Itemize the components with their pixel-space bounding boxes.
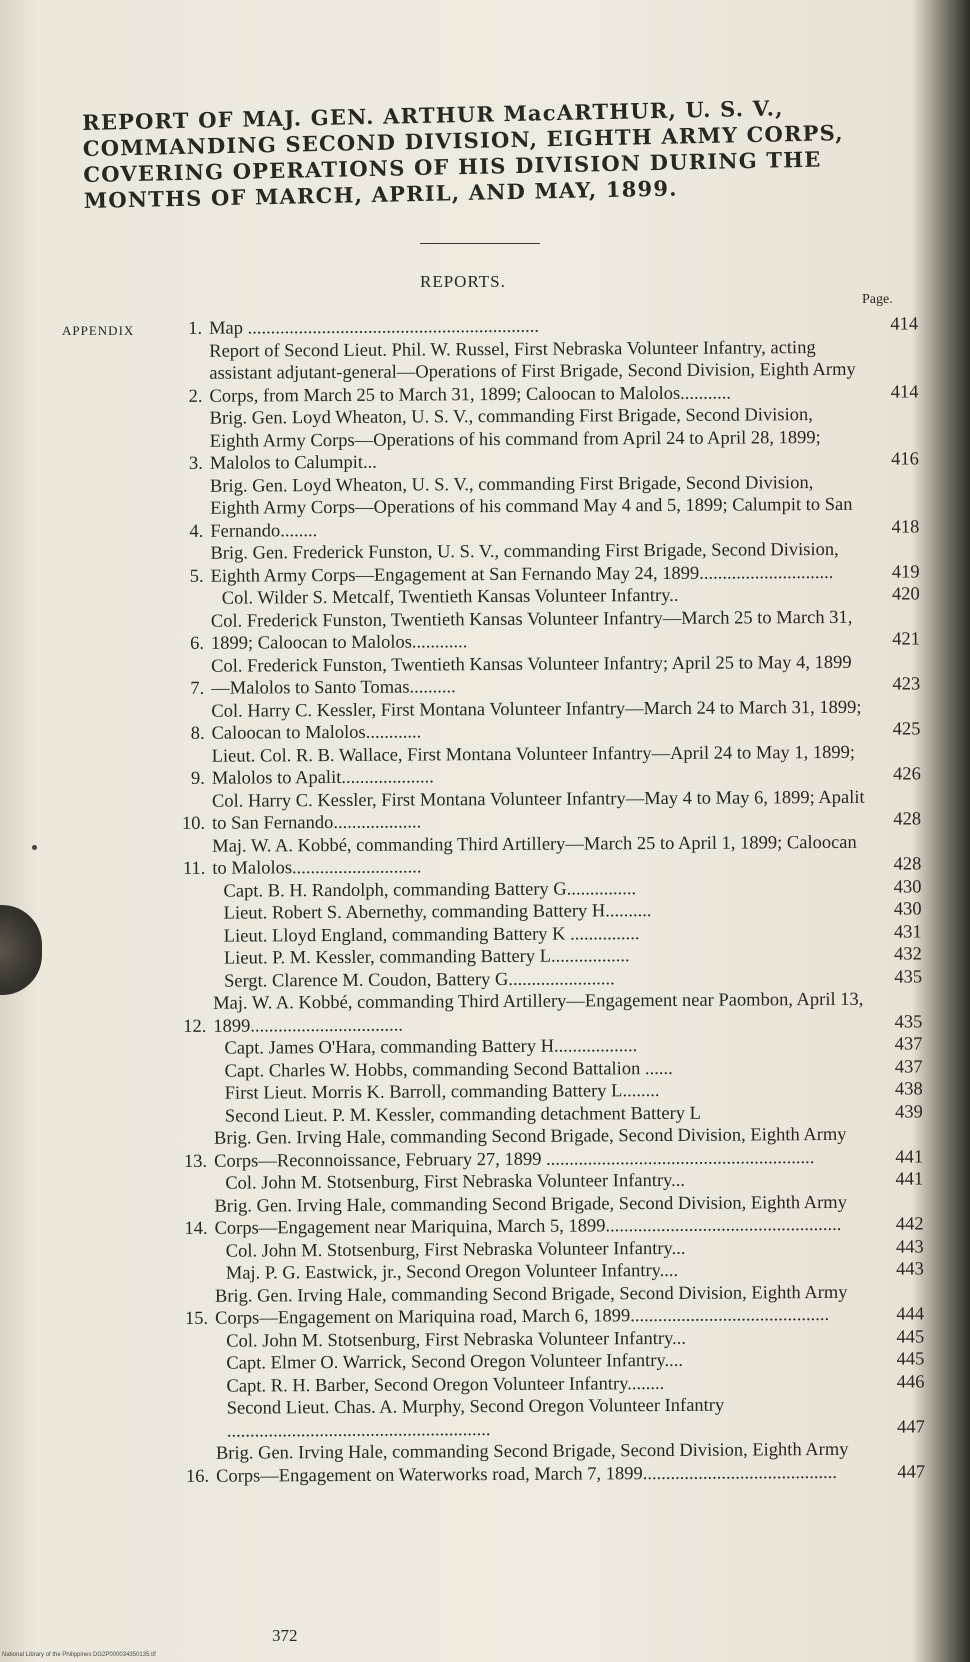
toc-entry-text: Capt. Elmer O. Warrick, Second Oregon Volunteer Infantry....	[226, 1350, 684, 1374]
toc-entry-page: 416	[891, 449, 919, 470]
toc-entry-page: 446	[896, 1371, 925, 1393]
toc-entry-number: 16.	[185, 1466, 210, 1487]
toc-entry-text: Capt. B. H. Randolph, commanding Battery G...............	[223, 878, 637, 902]
toc-entry-text: Col. Frederick Funston, Twentieth Kansas Volunteer Infantry; April 25 to May 4, 1899—Malolos to Santo Tomas..........	[211, 652, 852, 699]
toc-entry	[173, 741, 921, 791]
ink-speck	[32, 845, 37, 850]
toc-entry-page: 430	[893, 876, 922, 898]
toc-entry-page: 443	[895, 1236, 924, 1258]
toc-entry-number: 3.	[188, 453, 203, 474]
toc-entry-text: Second Lieut. Chas. A. Murphy, Second Oregon Volunteer Infantry .........................................................	[226, 1395, 725, 1442]
toc-entry-page: 426	[892, 764, 921, 785]
toc-entry-page: 435	[894, 966, 923, 988]
toc-entry-page: 419	[891, 561, 920, 583]
toc-entry-text: Col. Wilder S. Metcalf, Twentieth Kansas Volunteer Infantry..	[221, 585, 679, 609]
toc-entry-text: Lieut. Robert S. Abernethy, commanding Battery H..........	[223, 901, 652, 924]
toc-entry-page: 437	[894, 1034, 923, 1055]
toc-entry	[171, 471, 919, 543]
toc-entry-page: 444	[896, 1304, 925, 1325]
toc-entry-number: 14.	[184, 1218, 208, 1239]
toc-entry-page: 442	[895, 1214, 924, 1235]
toc-entry-text: Report of Second Lieut. Phil. W. Russel, First Nebraska Volunteer Infantry, acting assistant adjutant-general—Operations of First Brigade, Second Division, Eighth Army Corps, from March 25 to March 31, 1899; Caloocan to Malolos...........	[209, 337, 856, 407]
toc-entry	[171, 538, 919, 588]
toc-entry-text: Map ...............................................................	[209, 316, 540, 339]
toc-entry-page: 431	[893, 921, 922, 943]
toc-entry-text: Capt. James O'Hara, commanding Battery H..................	[224, 1036, 638, 1059]
toc-entry-text: Lieut. Lloyd England, commanding Battery K ...............	[223, 923, 640, 947]
toc-entry-page: 418	[891, 516, 920, 538]
toc-entry	[173, 831, 921, 881]
toc-entry-text: Col. Harry C. Kessler, First Montana Volunteer Infantry—March 24 to March 31, 1899; Caloocan to Malolos............	[211, 697, 862, 744]
page-column-heading: Page.	[862, 292, 893, 307]
toc-entry	[176, 1281, 924, 1331]
toc-entry	[177, 1393, 925, 1443]
toc-entry-number: 9.	[190, 768, 205, 789]
toc-entry-text: Maj. W. A. Kobbé, commanding Third Artillery—March 25 to April 1, 1899; Caloocan to Malolos............................	[212, 832, 857, 879]
toc-entry-page: 441	[895, 1146, 924, 1168]
toc-entry-text: Sergt. Clarence M. Coudon, Battery G.......................	[223, 968, 615, 992]
toc-entry	[172, 606, 920, 656]
toc-entry	[177, 1438, 925, 1488]
toc-entry-number: 2.	[188, 386, 203, 407]
toc-entry-page: 445	[896, 1326, 925, 1348]
toc-entry-page: 428	[893, 809, 922, 830]
toc-entry-text: Capt. Charles W. Hobbs, commanding Second Battalion ......	[224, 1058, 673, 1082]
page-number: 372	[272, 1626, 298, 1645]
toc-entry-text: Lieut. P. M. Kessler, commanding Battery L.................	[223, 946, 630, 969]
toc-entry-number: 13.	[183, 1151, 208, 1172]
toc-entry-text: Col. John M. Stotsenburg, First Nebraska Volunteer Infantry...	[225, 1238, 686, 1262]
toc-entry-number: 10.	[181, 813, 206, 834]
toc-entry-text: First Lieut. Morris K. Barroll, commanding Battery L........	[224, 1081, 660, 1104]
reports-heading: REPORTS.	[420, 272, 506, 291]
toc-entry-page: 445	[896, 1349, 925, 1370]
toc-entry-text: Col. John M. Stotsenburg, First Nebraska Volunteer Infantry...	[225, 1170, 686, 1194]
toc-entry-number: 11.	[182, 858, 206, 879]
toc-entry-page: 414	[890, 381, 919, 403]
toc-entry-text: Capt. R. H. Barber, Second Oregon Volunteer Infantry........	[226, 1373, 665, 1397]
toc-entry-text: Col. John M. Stotsenburg, First Nebraska Volunteer Infantry...	[226, 1328, 687, 1352]
title-rule	[420, 243, 540, 244]
toc-entry-page: 447	[897, 1461, 926, 1483]
toc-entry-text: Second Lieut. P. M. Kessler, commanding detachment Battery L	[224, 1103, 701, 1127]
toc-entry	[171, 403, 919, 475]
toc-entry-number: 5.	[189, 566, 204, 587]
toc-entry	[172, 651, 920, 701]
toc-entry-text: Brig. Gen. Loyd Wheaton, U. S. V., commanding First Brigade, Second Division, Eighth Army Corps—Operations of his command May 4 and 5, 1899; Calumpit to San Fernando........	[209, 472, 853, 542]
toc-entry-page: 425	[892, 719, 921, 740]
toc-entry-page: 430	[893, 899, 922, 920]
scan-credit: National Library of the Philippines DG2P000034350135.tif	[2, 1652, 156, 1658]
toc-entry-page: 421	[892, 629, 921, 650]
report-title: REPORT OF MAJ. GEN. ARTHUR MacARTHUR, U. S. V., COMMANDING SECOND DIVISION, EIGHTH ARMY CORPS, COVERING OPERATIONS OF HIS DIVISION DURING THE MONTHS OF MARCH, APRIL, AND MAY, 1899.	[82, 95, 845, 213]
appendix-label: APPENDIX	[62, 323, 135, 338]
toc-entry	[173, 786, 921, 836]
toc-entry-page: 414	[890, 314, 919, 335]
toc-entry-text: Col. Frederick Funston, Twentieth Kansas Volunteer Infantry—March 25 to March 31, 1899; Caloocan to Malolos............	[210, 607, 853, 654]
toc-entry-text: Brig. Gen. Irving Hale, commanding Second Brigade, Second Division, Eighth Army Corps—Reconnoissance, February 27, 1899 ..........................................................	[213, 1124, 847, 1172]
toc-entry	[175, 1123, 923, 1173]
table-of-contents	[170, 313, 925, 1488]
toc-entry-text: Brig. Gen. Loyd Wheaton, U. S. V., commanding First Brigade, Second Division, Eighth Army Corps—Operations of his command from April 24 to April 28, 1899; Malolos to Calumpit...	[209, 405, 821, 474]
toc-entry	[174, 988, 922, 1038]
toc-entry-text: Maj. P. G. Eastwick, jr., Second Oregon Volunteer Infantry....	[225, 1260, 679, 1284]
toc-entry-page: 439	[895, 1101, 923, 1123]
toc-entry-number: 15.	[184, 1308, 209, 1329]
toc-entry	[170, 336, 918, 408]
toc-entry-number: 8.	[190, 723, 205, 744]
toc-entry-page: 441	[895, 1169, 924, 1190]
toc-entry	[172, 696, 920, 746]
toc-entry-page: 428	[893, 854, 922, 875]
toc-entry-text: Maj. W. A. Kobbé, commanding Third Artillery—Engagement near Paombon, April 13, 1899.................................	[213, 989, 864, 1037]
toc-entry-page: 438	[894, 1079, 923, 1100]
toc-entry-text: Brig. Gen. Irving Hale, commanding Second Brigade, Second Division, Eighth Army Corps—Engagement on Waterworks road, March 7, 1899..........................................	[215, 1439, 849, 1487]
toc-entry-number: 6.	[190, 633, 205, 654]
toc-entry-page: 437	[894, 1056, 923, 1078]
thumb-shadow	[0, 905, 42, 995]
toc-entry-page: 443	[896, 1259, 924, 1280]
toc-entry-text: Brig. Gen. Irving Hale, commanding Second Brigade, Second Division, Eighth Army Corps—Engagement on Mariquina road, March 6, 1899...........................................	[214, 1282, 848, 1329]
toc-entry-page: 420	[891, 584, 920, 605]
toc-entry-page: 435	[894, 1011, 923, 1033]
toc-entry-page: 423	[892, 674, 921, 695]
toc-entry-page: 447	[896, 1416, 925, 1438]
toc-entry-text: Brig. Gen. Irving Hale, commanding Second Brigade, Second Division, Eighth Army Corps—Engagement near Mariquina, March 5, 1899...................................................	[214, 1192, 847, 1239]
toc-entry-page: 432	[894, 944, 922, 965]
toc-entry-number: 1.	[188, 318, 203, 339]
toc-entry-number: 12.	[183, 1016, 207, 1037]
toc-entry-text: Lieut. Col. R. B. Wallace, First Montana Volunteer Infantry—April 24 to May 1, 1899; Malolos to Apalit....................	[211, 742, 856, 789]
toc-entry-number: 7.	[190, 678, 205, 699]
toc-entry-text: Brig. Gen. Frederick Funston, U. S. V., commanding First Brigade, Second Division, Eighth Army Corps—Engagement at San Fernando May 24, 1899.............................	[210, 539, 839, 587]
toc-entry	[175, 1191, 923, 1241]
toc-entry-text: Col. Harry C. Kessler, First Montana Volunteer Infantry—May 4 to May 6, 1899; Apalit to San Fernando...................	[211, 787, 865, 834]
toc-entry-number: 4.	[189, 521, 204, 542]
